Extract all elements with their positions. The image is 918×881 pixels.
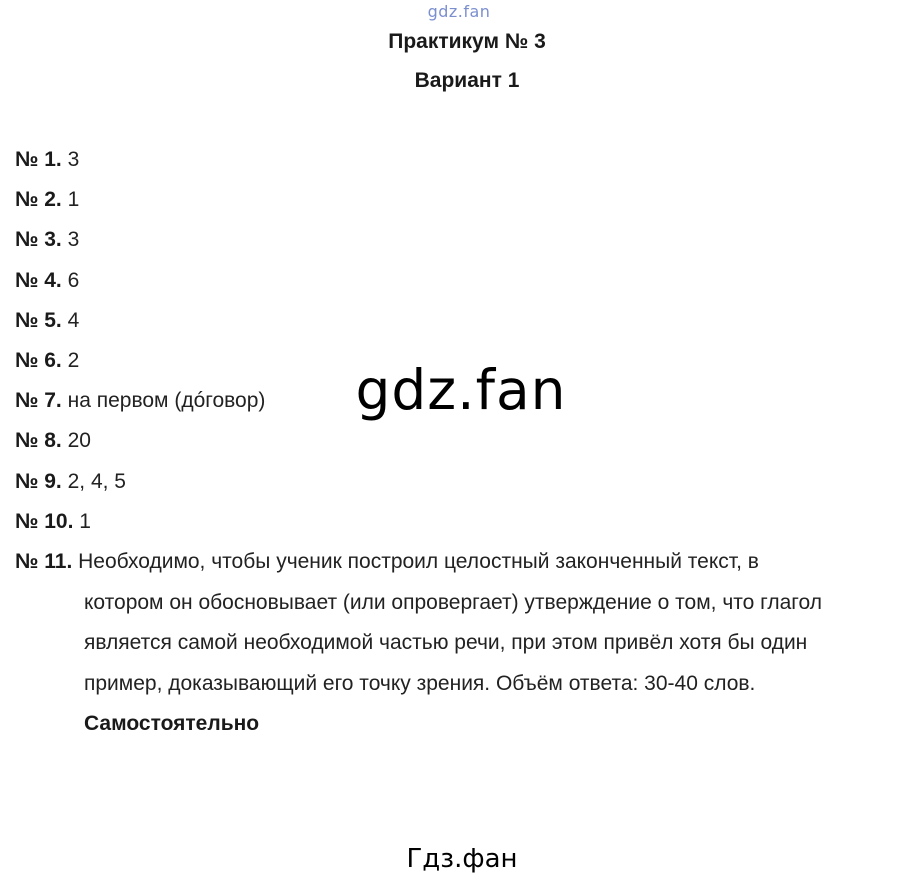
answer-number: № 3. xyxy=(15,228,62,252)
watermark-bottom: Гдз.фан xyxy=(406,844,518,874)
answer-11-line: пример, доказывающий его точку зрения. Объём ответа: 30-40 слов. xyxy=(84,671,756,695)
answer-11-line: котором он обосновывает (или опровергает) утверждение о том, что глагол xyxy=(84,590,822,614)
answer-item-11 xyxy=(15,549,915,752)
watermark-center: gdz.fan xyxy=(355,358,567,422)
answer-number: № 10. xyxy=(15,509,74,533)
answer-list xyxy=(15,147,915,549)
answer-value: 6 xyxy=(67,268,80,292)
watermark-top: gdz.fan xyxy=(427,2,491,21)
answer-value: на первом (дóговор) xyxy=(67,389,266,413)
answer-value: 2, 4, 5 xyxy=(67,469,126,493)
answer-item-5 xyxy=(15,308,915,348)
answer-number: № 4. xyxy=(15,268,62,292)
answer-number: № 5. xyxy=(15,308,62,332)
answer-number: № 9. xyxy=(15,469,62,493)
answer-value: 1 xyxy=(67,188,80,212)
answer-number: № 8. xyxy=(15,429,62,453)
answer-number: № 11. xyxy=(15,550,73,573)
variant-title: Вариант 1 xyxy=(414,69,520,92)
answer-item-1 xyxy=(15,147,915,187)
answer-value: 4 xyxy=(67,308,80,332)
answer-item-4 xyxy=(15,268,915,308)
answer-number: № 2. xyxy=(15,188,62,212)
answer-value: 3 xyxy=(67,228,80,252)
answer-11-line: является самой необходимой частью речи, при этом привёл хотя бы один xyxy=(84,631,808,655)
self-work-label: Самостоятельно xyxy=(84,712,260,736)
answer-value: Необходимо, чтобы ученик построил целостный законченный текст, в xyxy=(78,550,759,573)
answer-item-3 xyxy=(15,227,915,267)
answer-value: 3 xyxy=(67,148,80,171)
page-title: Практикум № 3 xyxy=(388,30,546,53)
answer-value: 2 xyxy=(67,348,80,372)
answer-number: № 1. xyxy=(15,148,62,171)
answer-item-9 xyxy=(15,469,915,509)
answer-value: 20 xyxy=(67,429,91,453)
answer-item-2 xyxy=(15,187,915,227)
answer-item-10 xyxy=(15,509,915,549)
answer-value: 1 xyxy=(79,509,91,533)
answer-number: № 7. xyxy=(15,389,62,413)
answer-item-8 xyxy=(15,428,915,468)
answer-11-line xyxy=(15,549,915,590)
answer-number: № 6. xyxy=(15,348,62,372)
